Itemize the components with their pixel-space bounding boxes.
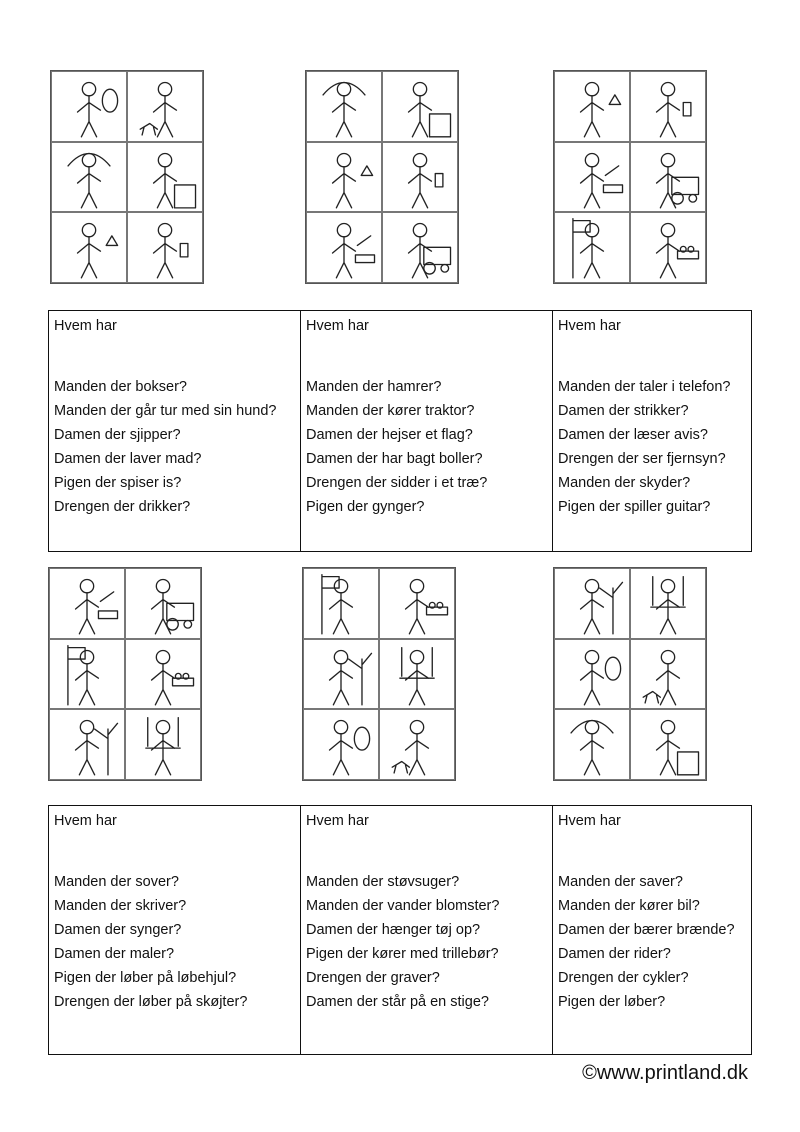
question: Drengen der løber på skøjter? (54, 994, 248, 1010)
picture-cell (554, 212, 630, 283)
picture-cell (49, 568, 125, 639)
question: Manden der kører bil? (558, 898, 700, 914)
picture-cell (127, 142, 203, 213)
question: Damen der hænger tøj op? (306, 922, 481, 938)
woman-raising-flag-icon (307, 143, 381, 212)
card-header: Hvem har (558, 318, 621, 334)
question-card-5 (301, 806, 553, 1054)
question-card-3 (553, 311, 753, 551)
question: Pigen der gynger? (306, 499, 425, 515)
question: Manden der saver? (558, 874, 683, 890)
woman-reading-newspaper-icon (555, 143, 629, 212)
question: Damen der maler? (54, 946, 175, 962)
boy-ice-skating-icon (126, 710, 200, 779)
card-header: Hvem har (54, 813, 117, 829)
picture-cell (554, 639, 630, 710)
question: Pigen der spiser is? (54, 475, 182, 491)
boy-watching-tv-icon (555, 213, 629, 282)
woman-painting-icon (126, 640, 200, 709)
picture-cell (382, 71, 458, 142)
picture-cell (306, 71, 382, 142)
card-header: Hvem har (306, 813, 369, 829)
picture-cell (127, 212, 203, 283)
picture-cell (554, 142, 630, 213)
question: Damen der laver mad? (54, 451, 202, 467)
question: Damen der bærer brænde? (558, 922, 735, 938)
woman-riding-horse-icon (631, 640, 705, 709)
question: Pigen der løber på løbehjul? (54, 970, 237, 986)
picture-cell (49, 709, 125, 780)
picture-cell (127, 71, 203, 142)
question-card-1 (49, 311, 301, 551)
man-driving-car-icon (631, 569, 705, 638)
question: Manden der taler i telefon? (558, 379, 731, 395)
question: Manden der vander blomster? (306, 898, 500, 914)
picture-cell (382, 212, 458, 283)
man-shooting-icon (631, 72, 705, 141)
question: Manden der støvsuger? (306, 874, 460, 890)
girl-with-wheelbarrow-icon (380, 710, 454, 779)
copyright-text: ©www.printland.dk (582, 1062, 748, 1084)
picture-cell (554, 71, 630, 142)
picture-grid-5 (302, 567, 456, 781)
question: Manden der skyder? (558, 475, 691, 491)
picture-cell (382, 142, 458, 213)
man-watering-flowers-icon (380, 569, 454, 638)
man-vacuuming-icon (304, 569, 378, 638)
question: Damen der hejser et flag? (306, 427, 473, 443)
picture-cell (379, 639, 455, 710)
woman-jumping-rope-icon (52, 143, 126, 212)
girl-running-icon (631, 710, 705, 779)
question: Drengen der graver? (306, 970, 440, 986)
question: Manden der sover? (54, 874, 179, 890)
question: Drengen der sidder i et træ? (306, 475, 488, 491)
woman-carrying-firewood-icon (555, 640, 629, 709)
man-writing-icon (126, 569, 200, 638)
woman-on-ladder-icon (380, 640, 454, 709)
question: Manden der hamrer? (306, 379, 442, 395)
picture-cell (630, 71, 706, 142)
picture-cell (554, 568, 630, 639)
man-on-telephone-icon (555, 72, 629, 141)
question-table-1 (48, 310, 752, 552)
picture-cell (379, 568, 455, 639)
man-hammering-icon (307, 72, 381, 141)
picture-grid-2 (305, 70, 459, 284)
question: Drengen der drikker? (54, 499, 191, 515)
tractor-icon (383, 72, 457, 141)
picture-cell (125, 639, 201, 710)
picture-cell (630, 568, 706, 639)
card-header: Hvem har (54, 318, 117, 334)
picture-cell (630, 639, 706, 710)
picture-cell (306, 142, 382, 213)
question: Damen der synger? (54, 922, 182, 938)
picture-cell (49, 639, 125, 710)
question-card-4 (49, 806, 301, 1054)
girl-on-scooter-icon (50, 710, 124, 779)
picture-cell (303, 639, 379, 710)
boy-sitting-in-tree-icon (307, 213, 381, 282)
question: Drengen der ser fjernsyn? (558, 451, 726, 467)
picture-cell (554, 709, 630, 780)
question: Damen der rider? (558, 946, 671, 962)
question-card-2 (301, 311, 553, 551)
picture-grid-4 (48, 567, 202, 781)
question-table-2 (48, 805, 752, 1055)
question: Damen der strikker? (558, 403, 689, 419)
girl-on-swing-icon (383, 213, 457, 282)
question: Pigen der spiller guitar? (558, 499, 711, 515)
boxing-man-icon (52, 72, 126, 141)
picture-cell (630, 142, 706, 213)
card-header: Hvem har (306, 318, 369, 334)
picture-cell (303, 709, 379, 780)
picture-cell (303, 568, 379, 639)
woman-knitting-icon (631, 143, 705, 212)
woman-singing-icon (50, 640, 124, 709)
question: Damen der sjipper? (54, 427, 181, 443)
question: Manden der bokser? (54, 379, 187, 395)
card-header: Hvem har (558, 813, 621, 829)
picture-cell (51, 142, 127, 213)
picture-cell (125, 709, 201, 780)
picture-cell (51, 71, 127, 142)
picture-cell (630, 709, 706, 780)
question-card-6 (553, 806, 753, 1054)
question: Manden der kører traktor? (306, 403, 475, 419)
question: Manden der går tur med sin hund? (54, 403, 277, 419)
girl-playing-guitar-icon (631, 213, 705, 282)
picture-grid-3 (553, 70, 707, 284)
woman-hanging-laundry-icon (304, 640, 378, 709)
man-sleeping-icon (50, 569, 124, 638)
question: Pigen der kører med trillebør? (306, 946, 499, 962)
question: Damen der læser avis? (558, 427, 708, 443)
boy-cycling-icon (555, 710, 629, 779)
question: Pigen der løber? (558, 994, 666, 1010)
picture-cell (306, 212, 382, 283)
girl-eating-icecream-icon (52, 213, 126, 282)
picture-grid-1 (50, 70, 204, 284)
picture-grid-6 (553, 567, 707, 781)
picture-cell (630, 212, 706, 283)
question: Manden der skriver? (54, 898, 187, 914)
picture-cell (379, 709, 455, 780)
woman-cooking-icon (128, 143, 202, 212)
picture-cell (125, 568, 201, 639)
question: Drengen der cykler? (558, 970, 689, 986)
man-sawing-icon (555, 569, 629, 638)
question: Damen der står på en stige? (306, 994, 489, 1010)
boy-digging-icon (304, 710, 378, 779)
boy-drinking-icon (128, 213, 202, 282)
picture-cell (51, 212, 127, 283)
woman-baking-buns-icon (383, 143, 457, 212)
man-walking-dog-icon (128, 72, 202, 141)
question: Damen der har bagt boller? (306, 451, 483, 467)
